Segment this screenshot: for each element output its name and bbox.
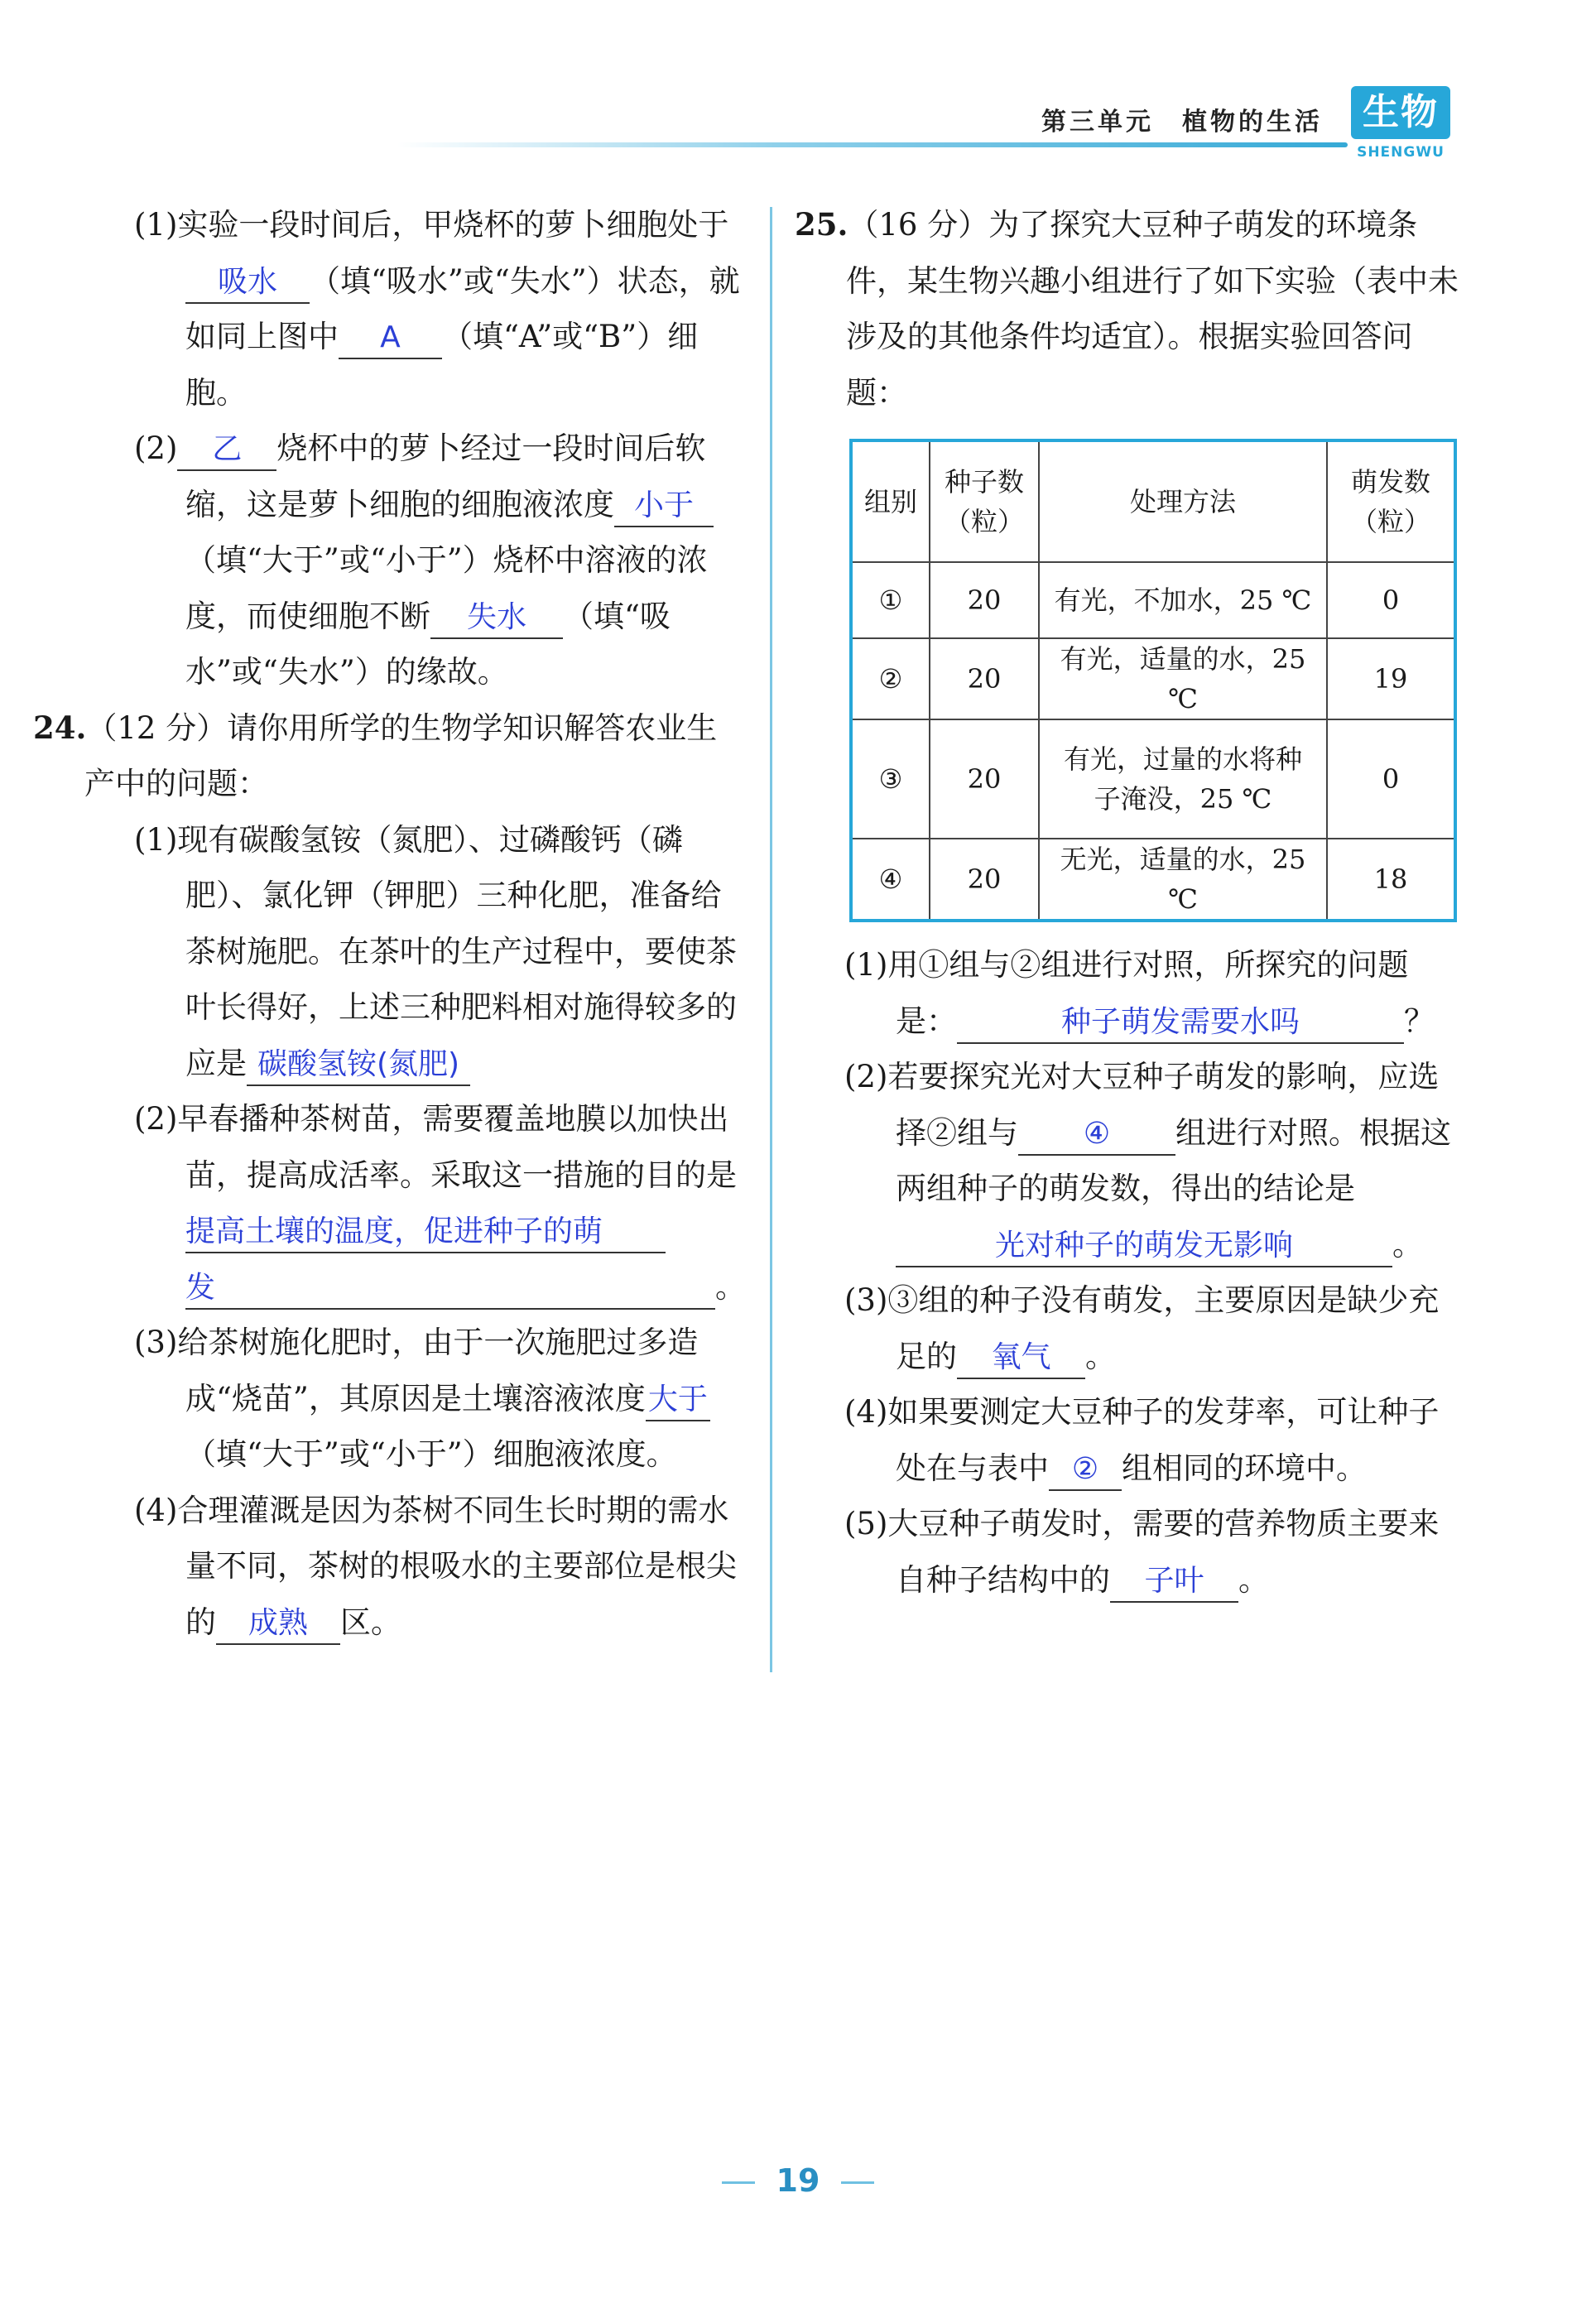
answer-text: 光对种子的萌发无影响 bbox=[994, 1228, 1293, 1262]
answer-blank bbox=[185, 1267, 715, 1310]
answer-text: ② bbox=[1071, 1451, 1099, 1486]
q24-part1 bbox=[82, 812, 747, 1092]
q25-stem bbox=[795, 197, 1465, 421]
answer-blank bbox=[1049, 1449, 1122, 1491]
q24-part2-end: 。 bbox=[715, 1268, 746, 1305]
answer-blank bbox=[957, 1002, 1404, 1044]
question-number: 25. bbox=[795, 206, 848, 243]
q24-part1-text: (1)现有碳酸氢铵（氮肥）、过磷酸钙（磷肥）、氯化钾（钾肥）三种化肥，准备给茶树施肥。在茶叶的生产过程中，要使茶叶长得好，上述三种肥料相对施得较多的应是 bbox=[134, 821, 737, 1081]
q25-text: （16 分）为了探究大豆种子萌发的环境条件，某生物兴趣小组进行了如下实验（表中未涉及的其他条件均适宜）。根据实验回答问题： bbox=[846, 207, 1459, 411]
page-number-dash bbox=[722, 2181, 755, 2184]
chapter-title: 植物的生活 bbox=[1182, 108, 1323, 137]
answer-blank bbox=[646, 1379, 710, 1421]
q24-text: （12 分）请你用所学的生物学知识解答农业生产中的问题： bbox=[84, 709, 718, 801]
left-column bbox=[33, 197, 747, 1650]
page-number-text: 19 bbox=[776, 2162, 820, 2199]
table-cell: ④ bbox=[851, 839, 930, 921]
table-cell: 20 bbox=[930, 638, 1039, 719]
q25-part5-end: 。 bbox=[1238, 1561, 1269, 1598]
q25-part4-end: 组相同的环境中。 bbox=[1122, 1450, 1367, 1486]
q23-part2-text-a: (2) bbox=[134, 430, 178, 466]
q24-part4-text: (4)合理灌溉是因为茶树不同生长时期的需水量不同，茶树的根吸水的主要部位是根尖的 bbox=[134, 1492, 737, 1640]
q24-part2 bbox=[82, 1091, 747, 1315]
answer-blank bbox=[430, 597, 563, 639]
table-cell: 0 bbox=[1327, 562, 1455, 638]
answer-text: 碳酸氢铵(氮肥) bbox=[257, 1046, 460, 1081]
table-cell: 0 bbox=[1327, 719, 1455, 839]
table-cell: ③ bbox=[851, 719, 930, 839]
q25-part2-mid: 组进行对照。根据这两组种子的萌发数，得出的结论是 bbox=[896, 1114, 1451, 1206]
answer-text: A bbox=[380, 320, 401, 354]
subject-badge bbox=[1351, 86, 1450, 162]
q24-stem bbox=[33, 700, 747, 812]
answer-blank bbox=[177, 429, 276, 471]
q23-part2-text-d: （填“吸水”或“失水”）的缘故。 bbox=[185, 598, 671, 690]
answer-blank bbox=[957, 1337, 1085, 1379]
answer-blank bbox=[614, 485, 714, 527]
answer-text: 提高土壤的温度，促进种子的萌 bbox=[185, 1214, 603, 1248]
right-column bbox=[795, 197, 1465, 1608]
table-header-row bbox=[851, 440, 1455, 562]
table-cell: 有光，不加水，25 ℃ bbox=[1039, 562, 1327, 638]
header-rule bbox=[397, 142, 1348, 147]
table-cell: 有光，过量的水将种子淹没，25 ℃ bbox=[1039, 719, 1327, 839]
answer-text: 乙 bbox=[212, 432, 243, 466]
table-cell: ② bbox=[851, 638, 930, 719]
answer-text: 吸水 bbox=[217, 264, 277, 299]
q25-part2-end: 。 bbox=[1392, 1226, 1423, 1262]
q25-part5 bbox=[792, 1496, 1465, 1608]
q23-part1-text-a: (1)实验一段时间后，甲烧杯的萝卜细胞处于 bbox=[134, 207, 729, 243]
table-cell: 19 bbox=[1327, 638, 1455, 719]
q25-part1-text: (1)用①组与②组进行对照，所探究的问题是： bbox=[844, 947, 1409, 1039]
q25-part1-end: ？ bbox=[1404, 1003, 1435, 1039]
q25-part4 bbox=[792, 1384, 1465, 1496]
answer-text: 失水 bbox=[466, 599, 526, 634]
q25-part3-text: (3)③组的种子没有萌发，主要原因是缺少充足的 bbox=[844, 1282, 1440, 1374]
answer-blank bbox=[339, 317, 442, 359]
q25-part5-text: (5)大豆种子萌发时，需要的营养物质主要来自种子结构中的 bbox=[844, 1506, 1440, 1598]
q25-part1 bbox=[792, 937, 1465, 1049]
subject-badge-label: 生物 bbox=[1351, 86, 1450, 139]
q24-part4 bbox=[82, 1483, 747, 1651]
q24-part3-end: （填“大于”或“小于”）细胞液浓度。 bbox=[185, 1436, 677, 1472]
table-header-cell: 处理方法 bbox=[1039, 440, 1327, 562]
table-cell: 有光，适量的水，25 ℃ bbox=[1039, 638, 1327, 719]
q25-part3-end: 。 bbox=[1085, 1338, 1116, 1374]
experiment-table bbox=[849, 439, 1457, 922]
table-row bbox=[851, 839, 1455, 921]
answer-text: ④ bbox=[1083, 1116, 1111, 1151]
table-header-cell: 种子数（粒） bbox=[930, 440, 1039, 562]
q24-part3 bbox=[82, 1315, 747, 1483]
q24-part4-end: 区。 bbox=[340, 1604, 401, 1640]
table-row bbox=[851, 562, 1455, 638]
q24-part2-text: (2)早春播种茶树苗，需要覆盖地膜以加快出苗，提高成活率。采取这一措施的目的是 bbox=[134, 1101, 737, 1193]
page-number-dash bbox=[841, 2181, 874, 2184]
table-cell: 20 bbox=[930, 839, 1039, 921]
table-row bbox=[851, 719, 1455, 839]
table-header-cell: 组别 bbox=[851, 440, 930, 562]
table-cell: 无光，适量的水，25 ℃ bbox=[1039, 839, 1327, 921]
answer-blank bbox=[247, 1044, 470, 1086]
q23-part2-text-b: 烧杯中的萝卜经过一段时间后软缩，这是萝卜细胞的细胞液浓度 bbox=[185, 430, 706, 522]
answer-blank bbox=[896, 1225, 1392, 1267]
q23-part2-text-c: （填“大于”或“小于”）烧杯中溶液的浓度，而使细胞不断 bbox=[185, 542, 708, 634]
answer-blank bbox=[1110, 1561, 1238, 1603]
q25-part2-text: (2)若要探究光对大豆种子萌发的影响，应选择②组与 bbox=[844, 1059, 1440, 1151]
q23-part1-text-b: （填“吸水”或“失水”）状态，就如同上图中 bbox=[185, 262, 740, 354]
answer-blank bbox=[1018, 1113, 1175, 1156]
answer-blank bbox=[185, 1211, 666, 1253]
table-cell: 20 bbox=[930, 719, 1039, 839]
q25-part2 bbox=[792, 1049, 1465, 1272]
q23-part1 bbox=[82, 197, 747, 421]
answer-blank bbox=[185, 262, 310, 304]
unit-title: 第三单元 bbox=[1041, 108, 1154, 137]
answer-text: 发 bbox=[185, 1270, 216, 1305]
q25-part4-text: (4)如果要测定大豆种子的发芽率，可让种子处在与表中 bbox=[844, 1394, 1440, 1486]
table-row bbox=[851, 638, 1455, 719]
table-cell: 20 bbox=[930, 562, 1039, 638]
q25-part3 bbox=[792, 1272, 1465, 1384]
q23-part1-text-c: （填“A”或“B”）细胞。 bbox=[185, 319, 699, 411]
answer-text: 小于 bbox=[633, 488, 694, 522]
running-header bbox=[1041, 101, 1323, 137]
answer-text: 种子萌发需要水吗 bbox=[1060, 1004, 1300, 1039]
page-number bbox=[0, 2162, 1596, 2199]
table-cell: 18 bbox=[1327, 839, 1455, 921]
answer-text: 子叶 bbox=[1144, 1563, 1204, 1598]
answer-text: 氧气 bbox=[991, 1339, 1051, 1374]
q23-part2 bbox=[82, 421, 747, 700]
answer-text: 大于 bbox=[647, 1382, 708, 1416]
column-divider bbox=[770, 207, 772, 1672]
answer-text: 成熟 bbox=[248, 1605, 308, 1640]
subject-badge-pinyin: SHENGWU bbox=[1357, 144, 1445, 161]
question-number: 24. bbox=[33, 709, 87, 746]
table-cell: ① bbox=[851, 562, 930, 638]
answer-blank bbox=[216, 1603, 340, 1645]
table-header-cell: 萌发数（粒） bbox=[1327, 440, 1455, 562]
q24-part3-text: (3)给茶树施化肥时，由于一次施肥过多造成“烧苗”，其原因是土壤溶液浓度 bbox=[134, 1325, 699, 1416]
